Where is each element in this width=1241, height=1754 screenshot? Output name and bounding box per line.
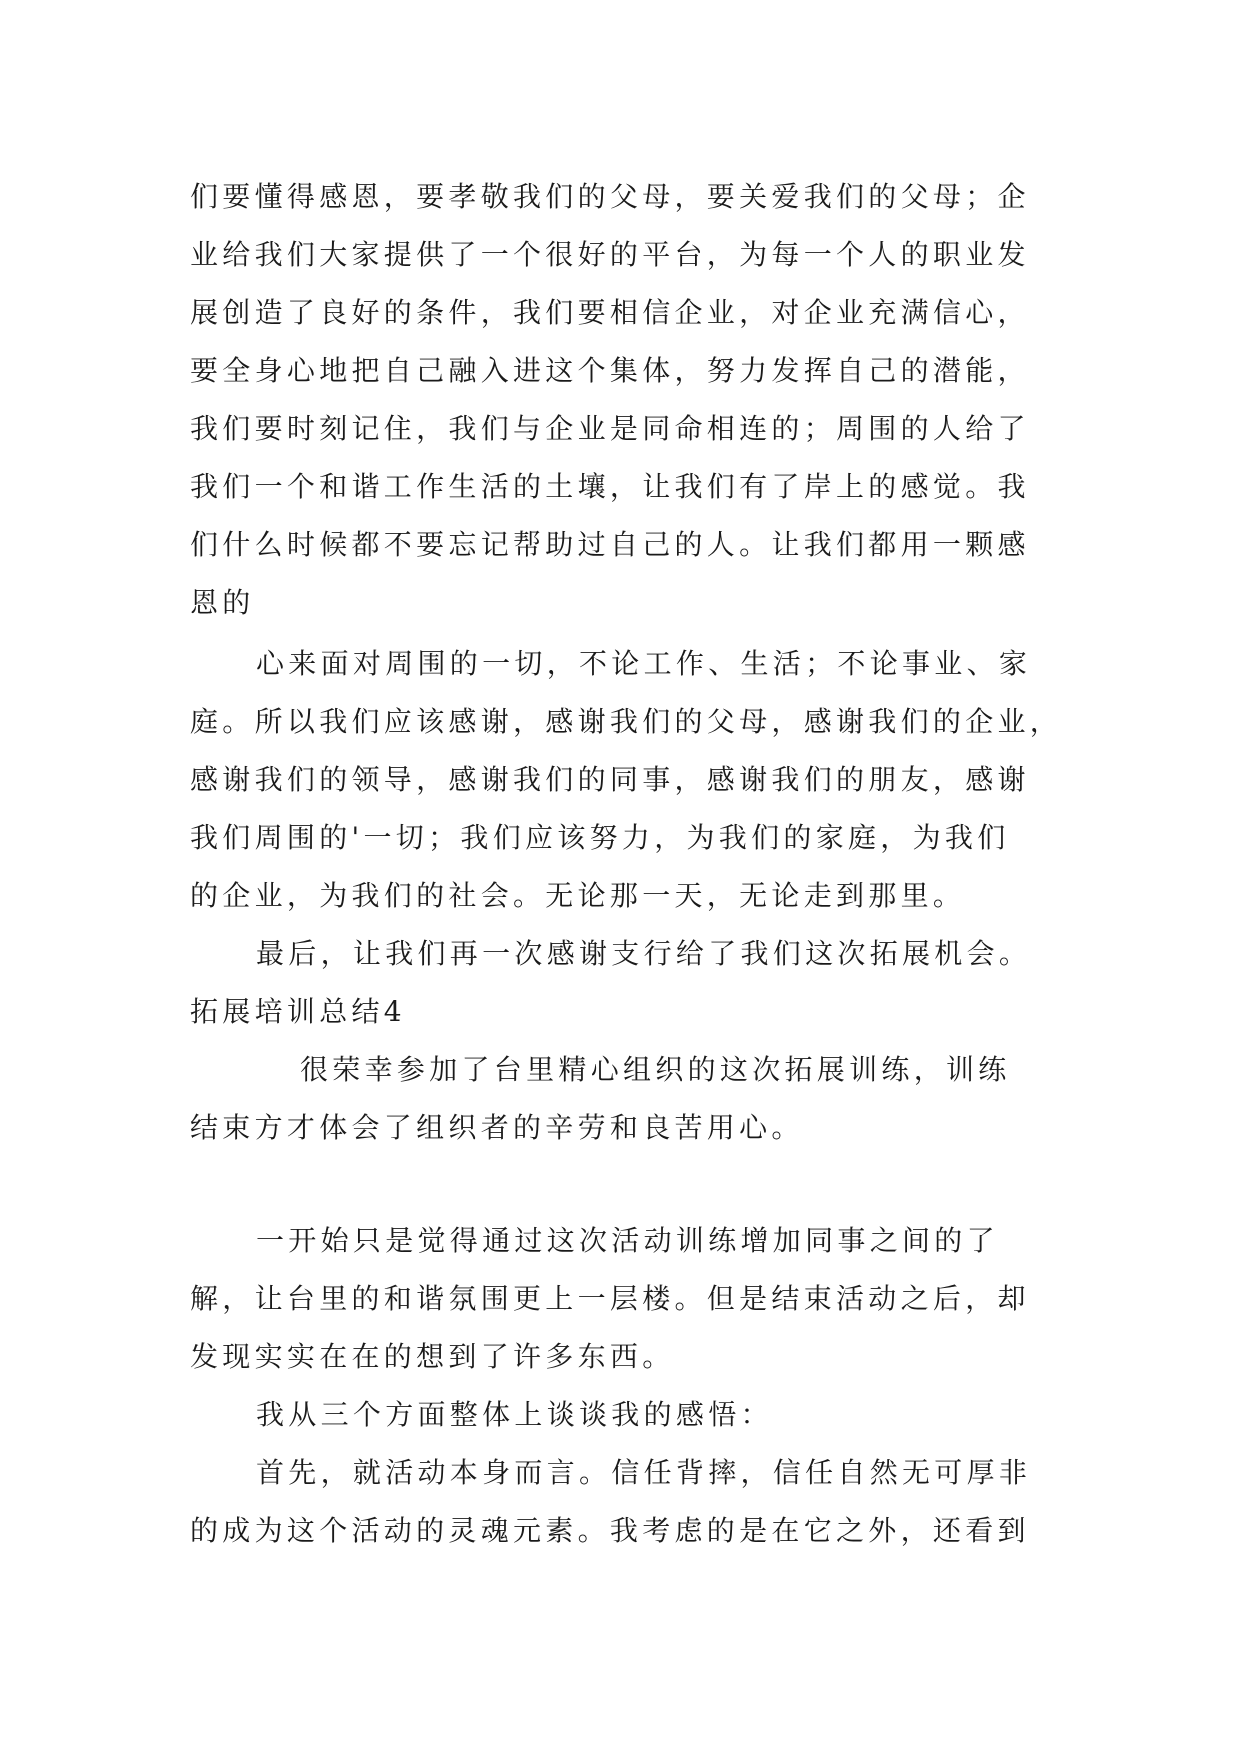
section-heading: 拓展培训总结4 [190,995,406,1028]
paragraph-first-line: 很荣幸参加了台里精心组织的这次拓展训练，训练 [300,1053,1011,1086]
text-line: 发现实实在在的想到了许多东西。 [190,1340,675,1373]
text-line: 要全身心地把自己融入进这个集体，努力发挥自己的潜能， [190,354,1030,387]
text-line: 庭。所以我们应该感谢，感谢我们的父母，感谢我们的企业， [190,705,1063,738]
text-line: 我们一个和谐工作生活的土壤，让我们有了岸上的感觉。我 [190,470,1030,503]
text-line: 业给我们大家提供了一个很好的平台，为每一个人的职业发 [190,238,1030,271]
paragraph-first-line: 一开始只是觉得通过这次活动训练增加同事之间的了 [256,1224,999,1257]
text-line: 恩的 [190,586,255,619]
text-line: 结束方才体会了组织者的辛劳和良苦用心。 [190,1111,804,1144]
paragraph-first-line: 首先，就活动本身而言。信任背摔，信任自然无可厚非 [256,1456,1032,1489]
text-line: 我们要时刻记住，我们与企业是同命相连的；周围的人给了 [190,412,1030,445]
text-line: 展创造了良好的条件，我们要相信企业，对企业充满信心， [190,296,1030,329]
paragraph-first-line: 心来面对周围的一切，不论工作、生活；不论事业、家 [256,647,1032,680]
text-line: 解，让台里的和谐氛围更上一层楼。但是结束活动之后，却 [190,1282,1030,1315]
text-line: 的企业，为我们的社会。无论那一天，无论走到那里。 [190,879,966,912]
paragraph-first-line: 我从三个方面整体上谈谈我的感悟： [256,1398,773,1431]
text-line: 们什么时候都不要忘记帮助过自己的人。让我们都用一颗感 [190,528,1030,561]
text-line: 们要懂得感恩，要孝敬我们的父母，要关爱我们的父母；企 [190,180,1030,213]
paragraph-first-line: 最后，让我们再一次感谢支行给了我们这次拓展机会。 [256,937,1032,970]
text-line: 的成为这个活动的灵魂元素。我考虑的是在它之外，还看到 [190,1514,1030,1547]
text-line: 感谢我们的领导，感谢我们的同事，感谢我们的朋友，感谢 [190,763,1030,796]
text-line: 我们周围的'一切；我们应该努力，为我们的家庭，为我们 [190,821,1010,854]
